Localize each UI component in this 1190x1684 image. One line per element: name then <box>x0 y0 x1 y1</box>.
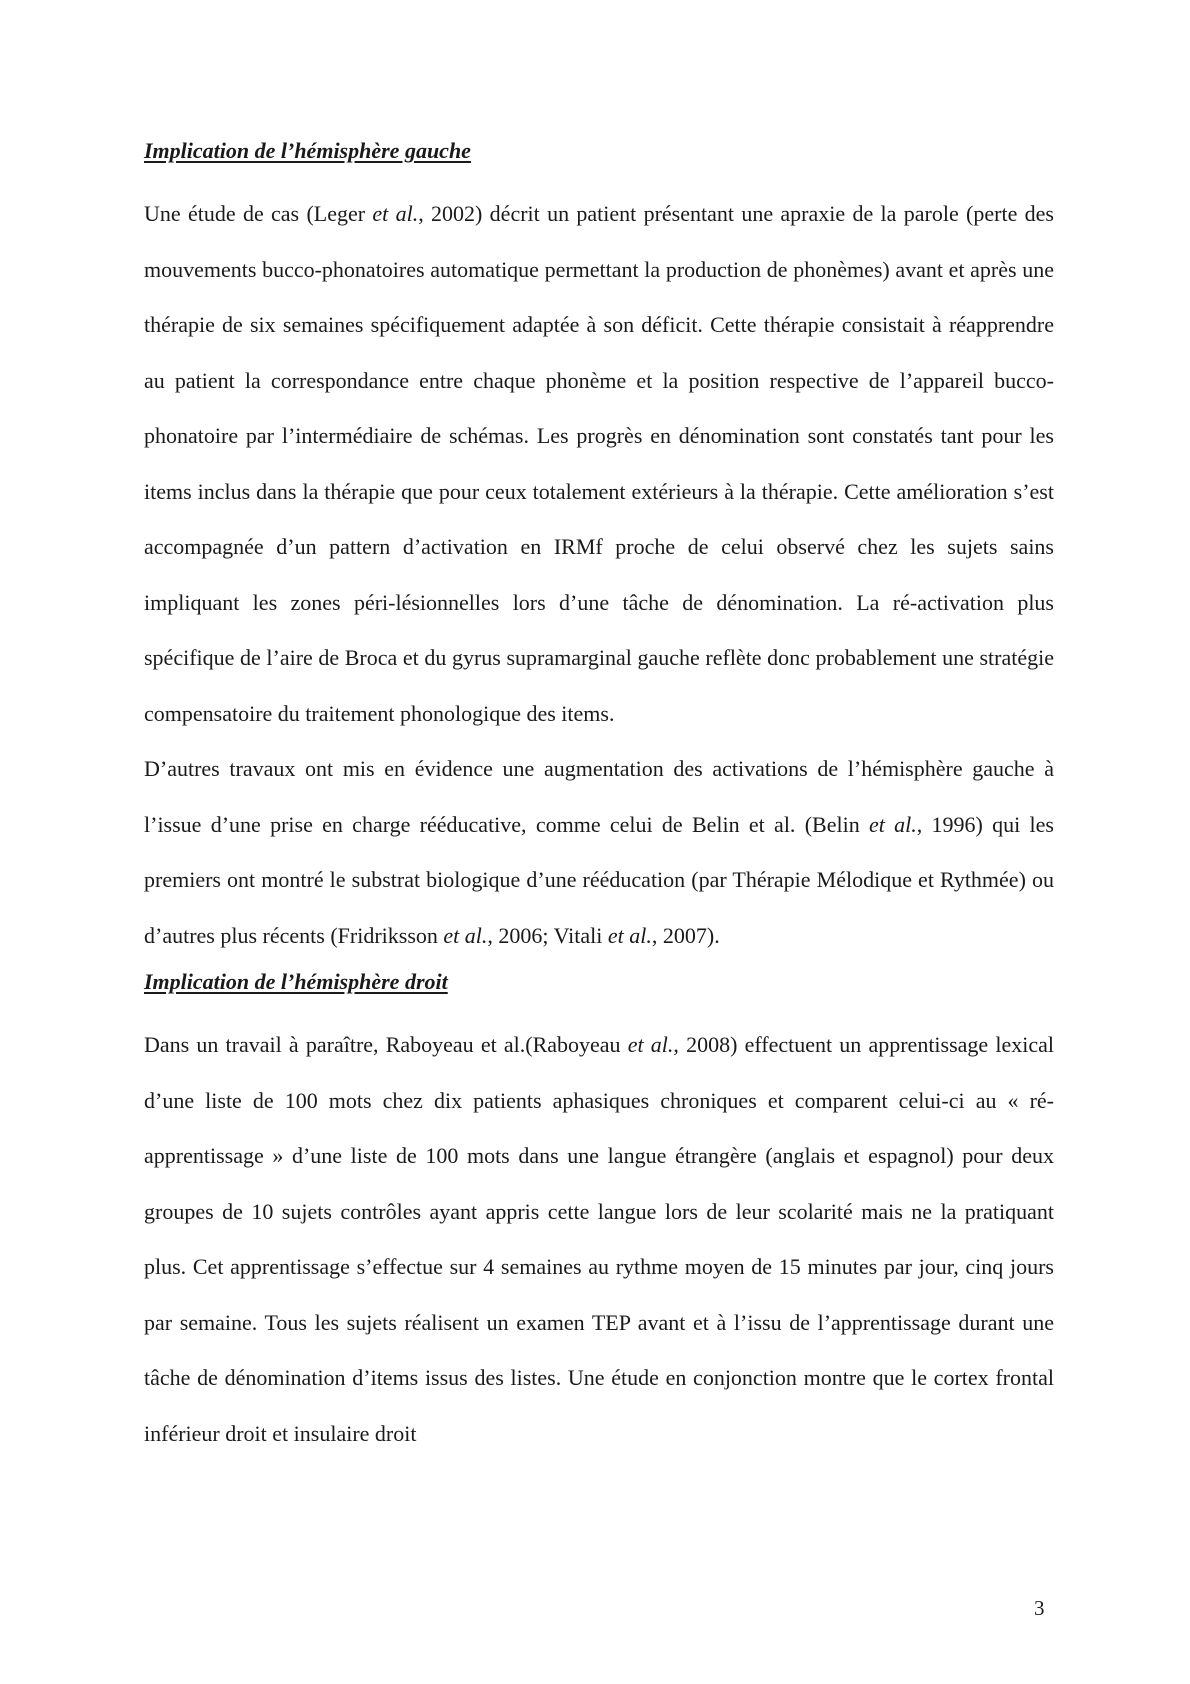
text-run: , 2008) effectuent un apprentissage lexical d’une liste de 100 mots chez dix patients aphasiques chroniques et comparent celui-ci au « ré-apprentissage » d’une liste de 100 mots dans une langue étrangère (anglais et espagnol) pour deux groupes de 10 sujets contrôles ayant appris cette langue lors de leur scolarité mais ne la pratiquant plus. Cet apprentissage s’effectue sur 4 semaines au rythme moyen de 15 minutes par jour, cinq jours par semaine. Tous les sujets réalisent un examen TEP avant et à l’issu de l’apprentissage durant une tâche de dénomination d’items issus des listes. Une étude en conjonction montre que le cortex frontal inférieur droit et insulaire droit <box>144 1032 1054 1446</box>
citation-etal: et al. <box>443 922 488 948</box>
page-number: 3 <box>1034 1596 1045 1620</box>
citation-etal: et al. <box>627 1032 674 1057</box>
text-run: Une étude de cas (Leger <box>144 201 373 226</box>
text-run: , 2006; Vitali <box>487 922 608 948</box>
text-run: Dans un travail à paraître, Raboyeau et al.(Raboyeau <box>144 1032 628 1057</box>
document-page <box>144 136 1054 1461</box>
paragraph-raboyeau-study <box>144 1017 1054 1461</box>
citation-etal: et al. <box>868 811 917 837</box>
text-run: , 2002) décrit un patient présentant une apraxie de la parole (perte des mouvements bucco-phonatoires automatique permettant la production de phonèmes) avant et après une thérapie de six semaines spécifiquement adaptée à son déficit. Cette thérapie consistait à réapprendre au patient la correspondance entre chaque phonème et la position respective de l’appareil bucco-phonatoire par l’intermédiaire de schémas. Les progrès en dénomination sont constatés tant pour les items inclus dans la thérapie que pour ceux totalement extérieurs à la thérapie. Cette amélioration s’est accompagnée d’un pattern d’activation en IRMf proche de celui observé chez les sujets sains impliquant les zones péri-lésionnelles lors d’une tâche de dénomination. La ré-activation plus spécifique de l’aire de Broca et du gyrus supramarginal gauche reflète donc probablement une stratégie compensatoire du traitement phonologique des items. <box>144 201 1054 726</box>
paragraph-case-study <box>144 186 1054 741</box>
text-run: D’autres travaux ont mis en évidence une augmentation des activations de l’hémisphère gauche à l’issue d’une prise en charge rééducative, comme celui de Belin et al. (Belin <box>144 756 1054 837</box>
paragraph-other-works <box>144 741 1054 963</box>
section-heading-right-hemisphere: Implication de l’hémisphère droit <box>144 969 448 994</box>
text-run: , 2007). <box>651 922 720 948</box>
section-heading-left-hemisphere: Implication de l’hémisphère gauche <box>144 138 471 163</box>
citation-etal: et al. <box>372 201 419 226</box>
text-run: , 1996) qui les premiers ont montré le substrat biologique d’une rééducation (par Thérapie Mélodique et Rythmée) ou d’autres plus récents (Fridriksson <box>144 811 1054 948</box>
citation-etal: et al. <box>607 922 652 948</box>
